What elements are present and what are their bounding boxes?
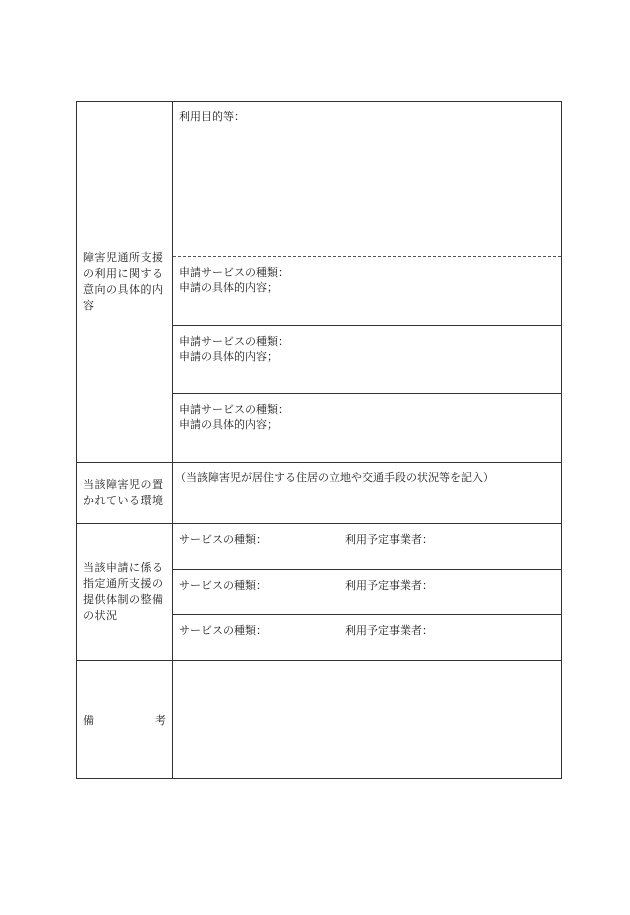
request-service-type-label: 申請サービスの種類：: [179, 403, 289, 416]
provision-label: 当該申請に係る指定通所支援の提供体制の整備の状況: [83, 561, 164, 622]
provision-row-3[interactable]: [173, 615, 561, 660]
environment-label-cell: [77, 463, 173, 523]
provision-service-label: サービスの種類：: [179, 579, 267, 592]
remarks-label-cell: [77, 661, 173, 778]
request-field-3[interactable]: [173, 394, 561, 462]
intent-section: [77, 102, 561, 463]
intent-content: [173, 102, 561, 462]
request-service-type-label: 申請サービスの種類：: [179, 335, 289, 348]
remarks-label-left: 備: [83, 713, 94, 727]
intent-label: 障害児通所支援の利用に関する意向の具体的内容: [83, 251, 164, 312]
provision-row-2[interactable]: [173, 570, 561, 615]
application-form-table: [76, 101, 562, 779]
provision-section: [77, 524, 561, 661]
request-detail-label: 申請の具体的内容；: [179, 281, 278, 294]
provision-content: [173, 524, 561, 660]
environment-section: [77, 463, 561, 524]
request-detail-label: 申請の具体的内容；: [179, 350, 278, 363]
environment-field[interactable]: [173, 463, 561, 523]
request-field-2[interactable]: [173, 326, 561, 394]
purpose-label: 利用目的等：: [179, 110, 245, 123]
provision-provider-label: 利用予定事業者：: [345, 624, 433, 637]
request-service-type-label: 申請サービスの種類：: [179, 266, 289, 279]
intent-label-cell: [77, 102, 173, 462]
provision-provider-label: 利用予定事業者：: [345, 533, 433, 546]
remarks-label-right: 考: [155, 713, 166, 727]
purpose-field[interactable]: [173, 102, 561, 257]
remarks-field[interactable]: [173, 661, 561, 778]
provision-provider-label: 利用予定事業者：: [345, 579, 433, 592]
provision-service-label: サービスの種類：: [179, 624, 267, 637]
provision-service-label: サービスの種類：: [179, 533, 267, 546]
environment-label: 当該障害児の置かれている環境: [83, 478, 164, 507]
remarks-section: [77, 661, 561, 778]
request-field-1[interactable]: [173, 257, 561, 326]
environment-note: （当該障害児が居住する住居の立地や交通手段の状況等を記入）: [175, 471, 494, 484]
provision-row-1[interactable]: [173, 524, 561, 570]
request-detail-label: 申請の具体的内容；: [179, 418, 278, 431]
provision-label-cell: [77, 524, 173, 660]
